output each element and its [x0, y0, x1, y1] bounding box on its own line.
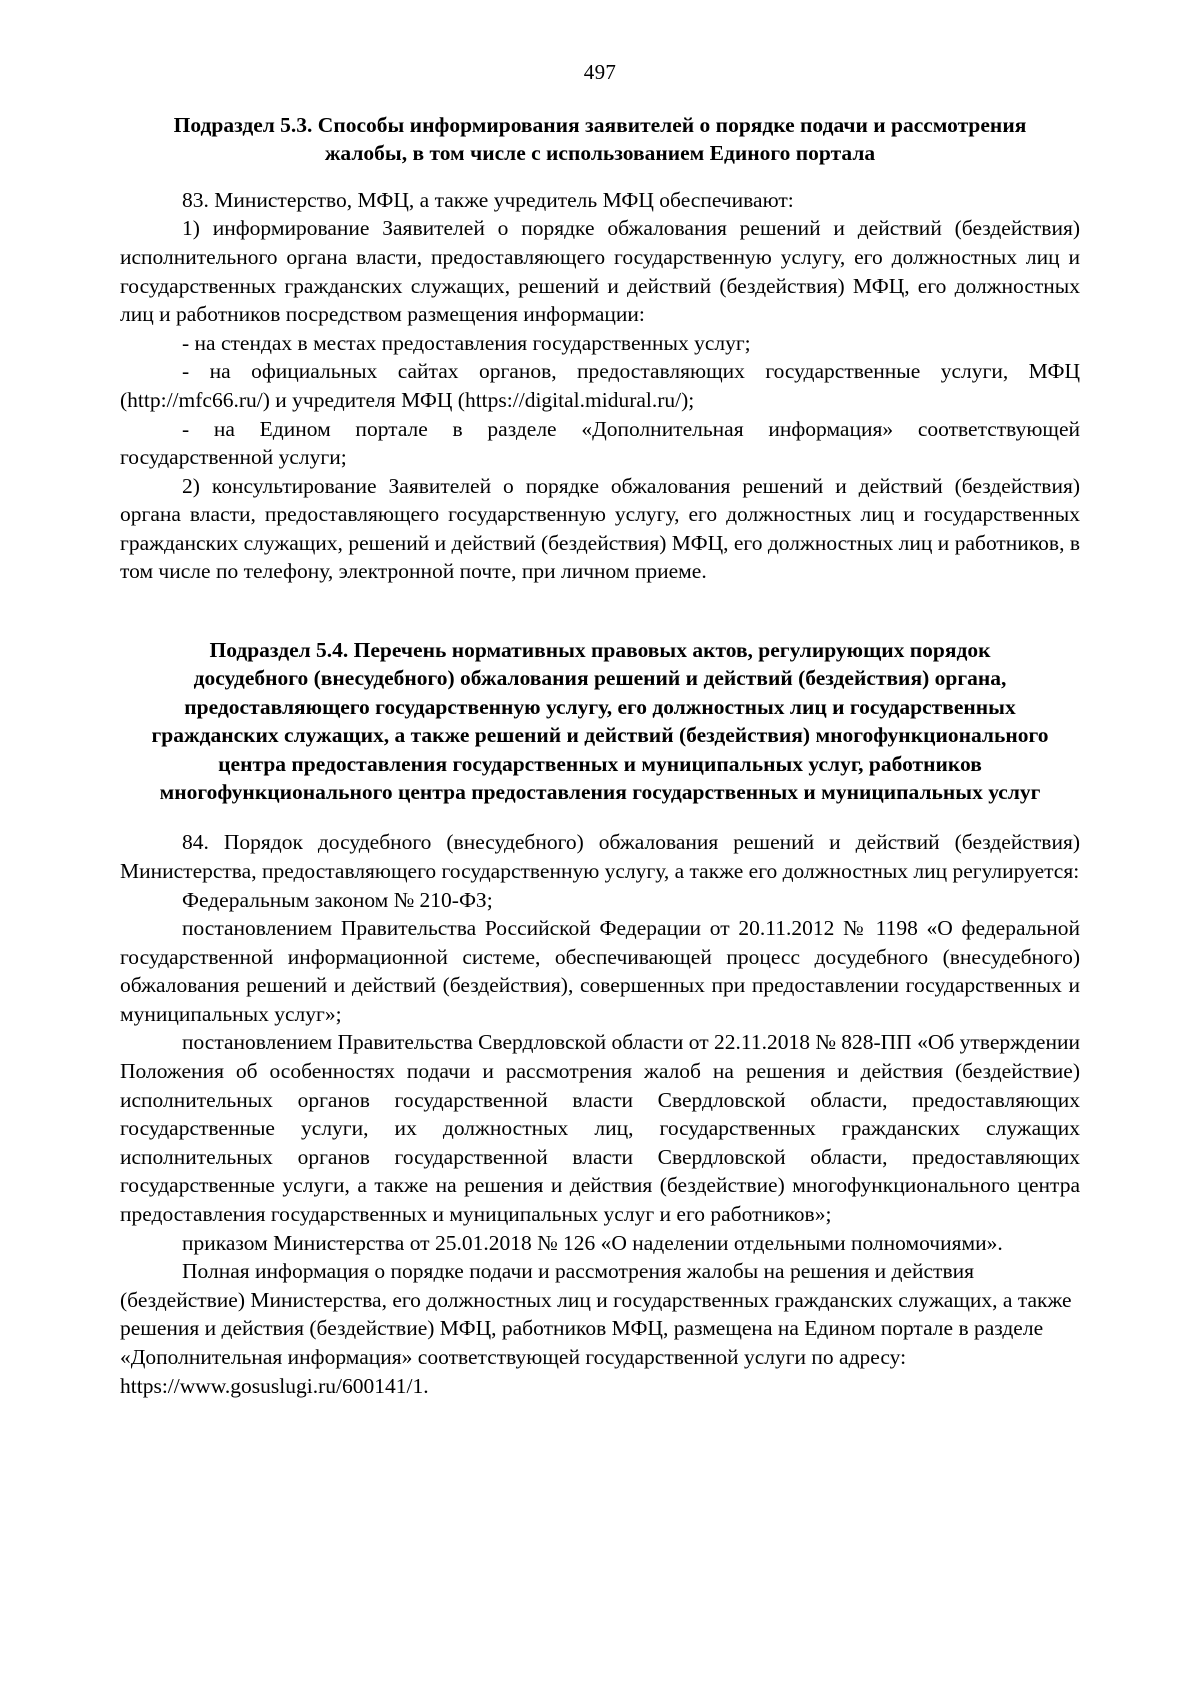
- paragraph-84-decree-1198: постановлением Правительства Российской Федерации от 20.11.2012 № 1198 «О федеральной государственной информационной системе, обеспечивающей процесс досудебного (внесудебного) обжалования решений и действий (бездействия), совершенных при предоставлении государственных и муниципальных услуг»;: [120, 916, 1080, 1026]
- paragraph-83-item-1: 1) информирование Заявителей о порядке обжалования решений и действий (бездействия) исполнительного органа власти, предоставляющего государственную услугу, его должностных лиц и государственных гражданских служащих, решений и действий (бездействия) МФЦ, его должностных лиц и работников посредством размещения информации:: [120, 216, 1080, 327]
- paragraph-83-item-2: 2) консультирование Заявителей о порядке обжалования решений и действий (бездействия) органа власти, предоставляющего государственную услугу, его должностных лиц и государственных гражданских служащих, решений и действий (бездействия) МФЦ, его должностных лиц и работников, в том числе по телефону, электронной почте, при личном приеме.: [120, 473, 1080, 584]
- paragraph-84-decree-828pp: постановлением Правительства Свердловской области от 22.11.2018 № 828-ПП «Об утверждении Положения об особенностях подачи и рассмотрения жалоб на решения и действия (бездействие) исполнительных органов государственной власти Свердловской области, предоставляющих государственные услуги, их должностных лиц, государственных гражданских служащих исполнительных органов государственной власти Свердловской области, предоставляющих государственные услуги, а также на решения и действия (бездействие) многофункционального центра предоставления государственных и муниципальных услуг и его работников»;: [120, 1030, 1080, 1227]
- paragraph-83-bullet-sites: - на официальных сайтах органов, предоставляющих государственные услуги, МФЦ (http://mfc66.ru/) и учредителя МФЦ (https://digital.midural.ru/);: [120, 359, 1080, 412]
- paragraph-84-law-210fz: Федеральным законом № 210-ФЗ;: [182, 887, 493, 912]
- paragraph-84-full-info: Полная информация о порядке подачи и рассмотрения жалобы на решения и действия (бездействие) Министерства, его должностных лиц и государственных гражданских служащих, а также решения и действия (бездействие) МФЦ, работников МФЦ, размещена на Едином портале в разделе «Дополнительная информация» соответствующей государственной услуги по адресу: https://www.gosuslugi.ru/600141/1.: [120, 1259, 1072, 1398]
- section-spacer: [120, 586, 1080, 602]
- paragraph-84-order-126: приказом Министерства от 25.01.2018 № 126 «О наделении отдельными полномочиями».: [182, 1230, 1003, 1255]
- page-number: 497: [583, 60, 617, 84]
- paragraph-83-bullet-stands: - на стендах в местах предоставления государственных услуг;: [182, 330, 751, 355]
- paragraph-83: 83. Министерство, МФЦ, а также учредитель МФЦ обеспечивают:: [182, 187, 794, 212]
- paragraph-84: 84. Порядок досудебного (внесудебного) обжалования решений и действий (бездействия) Министерства, предоставляющего государственную услугу, а также его должностных лиц регулируется:: [120, 830, 1080, 883]
- paragraph-83-bullet-portal: - на Едином портале в разделе «Дополнительная информация» соответствующей государственной услуги;: [120, 416, 1080, 470]
- section-heading-5-4: Подраздел 5.4. Перечень нормативных правовых актов, регулирующих порядок досудебного (внесудебного) обжалования решений и действий (бездействия) органа, предоставляющего государственную услугу, его должностных лиц и государственных гражданских служащих, а также решений и действий (бездействия) многофункционального центра предоставления государственных и муниципальных услуг, работников многофункционального центра предоставления государственных и муниципальных услуг: [151, 638, 1049, 804]
- section-heading-5-3: Подраздел 5.3. Способы информирования заявителей о порядке подачи и рассмотрения жалобы, в том числе с использованием Единого портала: [173, 113, 1027, 166]
